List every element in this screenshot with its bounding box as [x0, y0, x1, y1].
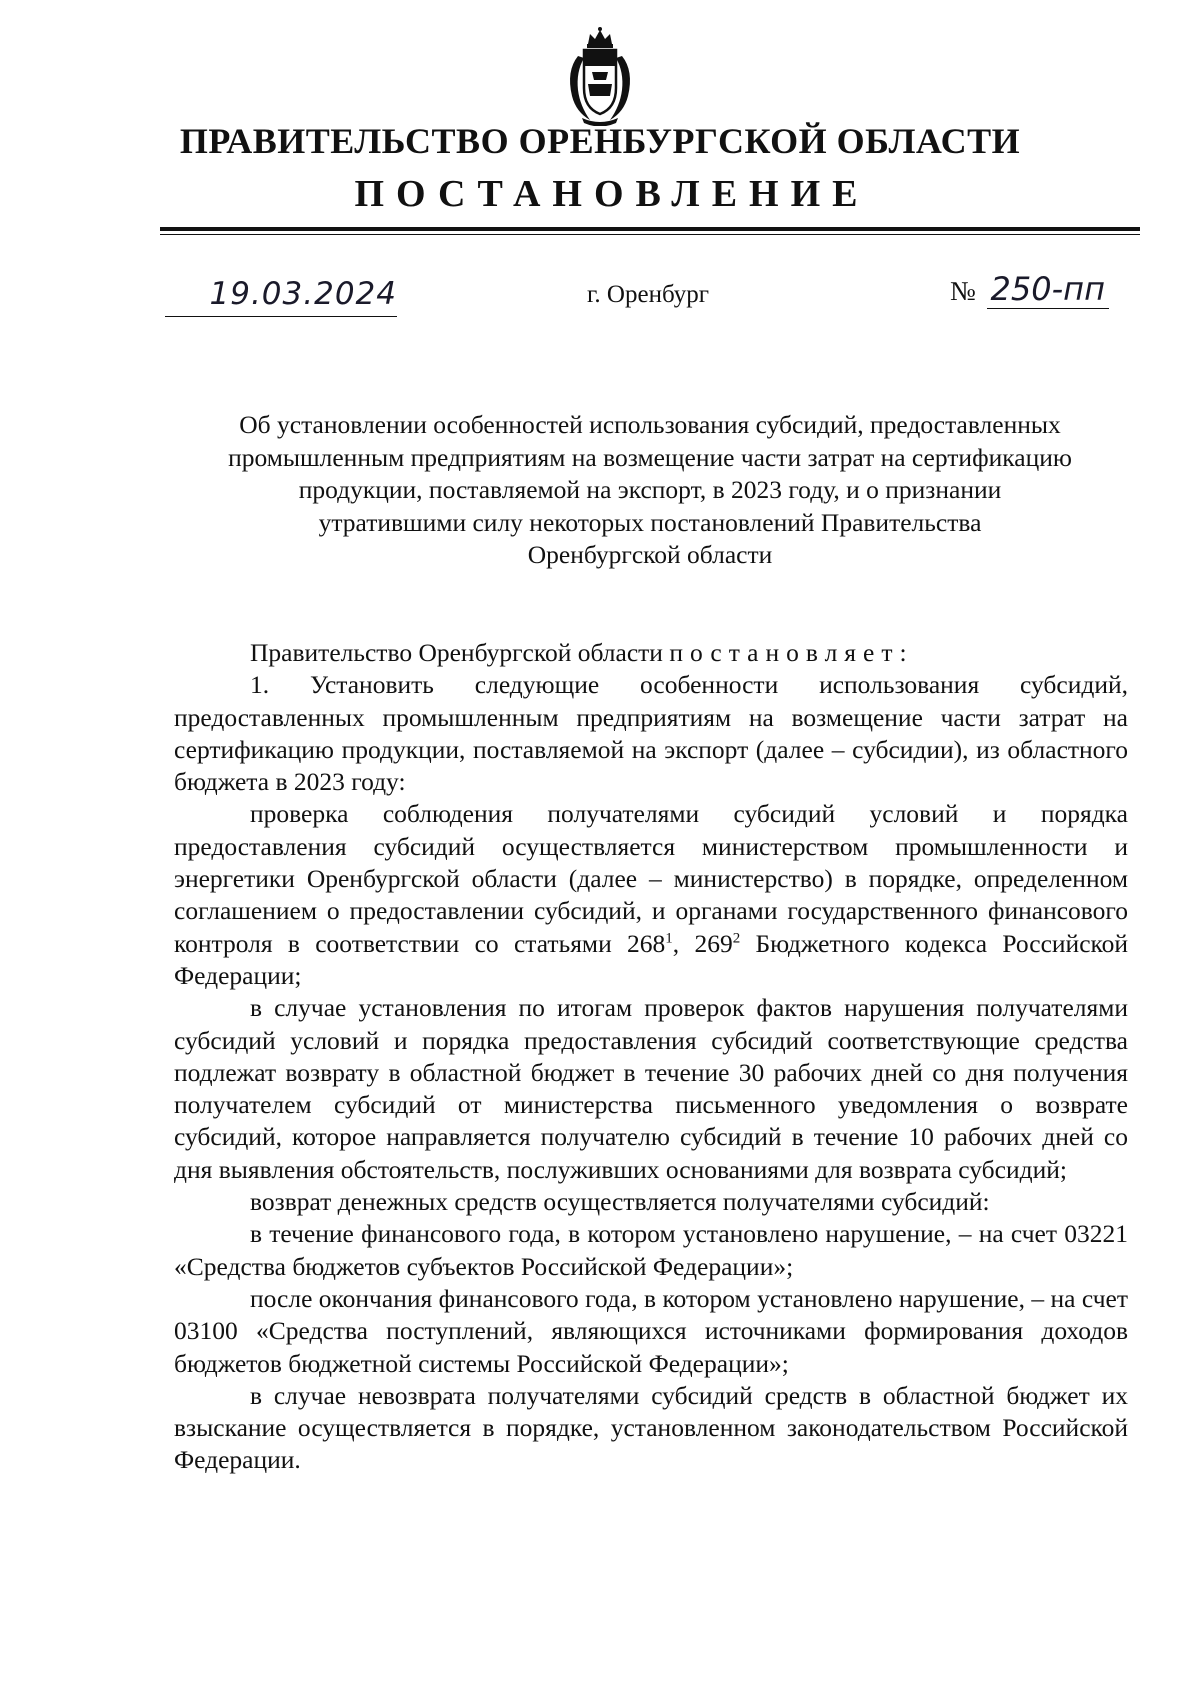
- government-name: ПРАВИТЕЛЬСТВО ОРЕНБУРГСКОЙ ОБЛАСТИ: [179, 121, 1021, 161]
- intro-paragraph: [174, 637, 1128, 669]
- paragraph-2: [174, 798, 1128, 992]
- document-city: г. Оренбург: [587, 281, 709, 308]
- title-line: продукции, поставляемой на экспорт, в 2023 году, и о признании: [298, 475, 1002, 504]
- superscript-2: 2: [732, 930, 741, 947]
- document-date: 19.03.2024: [165, 276, 397, 317]
- paragraph-2-mid: , 269: [672, 928, 733, 958]
- paragraph-2-end: Бюджетного кодекса Российской Федерации;: [174, 928, 1129, 990]
- title-line: промышленным предприятиям на возмещение части затрат на сертификацию: [228, 442, 1072, 472]
- coat-of-arms-emblem: [560, 26, 640, 126]
- paragraph-7: в случае невозврата получателями субсидий средств в областной бюджет их взыскание осуществляется в порядке, установленном законодательством Российской Федерации.: [174, 1380, 1128, 1475]
- document-type: ПОСТАНОВЛЕНИЕ: [354, 173, 870, 215]
- document-title: [160, 409, 1140, 572]
- header-divider-thin: [160, 234, 1140, 235]
- coat-of-arms-icon: [560, 26, 640, 126]
- document-number: 250-пп: [987, 270, 1109, 309]
- paragraph-3: в случае установления по итогам проверок фактов нарушения получателями субсидий условий и порядка предоставления субсидий соответствующие средства подлежат возврату в областной бюджет в течение 30 рабочих дней со дня получения получателем субсидий от министерства письменного уведомления о возврате субсидий, которое направляется получателю субсидий в течение 10 рабочих дней со дня выявления обстоятельств, послуживших основаниями для возврата субсидий;: [174, 993, 1128, 1184]
- title-line: утратившими силу некоторых постановлений Правительства: [318, 507, 982, 537]
- title-line: Оренбургской области: [527, 540, 773, 569]
- superscript-1: 1: [665, 930, 673, 947]
- header-divider-thick: [160, 227, 1140, 231]
- paragraph-6: после окончания финансового года, в котором установлено нарушение, – на счет 03100 «Средства поступлений, являющихся источниками формирования доходов бюджетов бюджетной системы Российской Федерации»;: [174, 1283, 1128, 1378]
- document-body: [174, 637, 1128, 1477]
- title-line: Об установлении особенностей использования субсидий, предоставленных: [239, 410, 1061, 439]
- intro-resolves: постановляет:: [669, 638, 914, 667]
- paragraph-1: 1. Установить следующие особенности использования субсидий, предоставленных промышленным предприятиям на возмещение части затрат на сертификацию продукции, поставляемой на экспорт (далее – субсидии), из областного бюджета в 2023 году:: [174, 670, 1128, 797]
- number-sign: №: [950, 276, 976, 306]
- paragraph-5: в течение финансового года, в котором установлено нарушение, – на счет 03221 «Средства бюджетов субъектов Российской Федерации»;: [174, 1219, 1128, 1281]
- intro-prefix: Правительство Оренбургской области: [250, 638, 663, 667]
- document-number-block: [950, 270, 1109, 309]
- paragraph-2-main: проверка соблюдения получателями субсидий условий и порядка предоставления субсидий осуществляется министерством промышленности и энергетики Оренбургской области (далее – министерство) в порядке, определенном соглашением о предоставлении субсидий, и органами государственного финансового контроля в соответствии со статьями 268: [174, 799, 1128, 958]
- paragraph-4: возврат денежных средств осуществляется получателями субсидий:: [250, 1187, 990, 1217]
